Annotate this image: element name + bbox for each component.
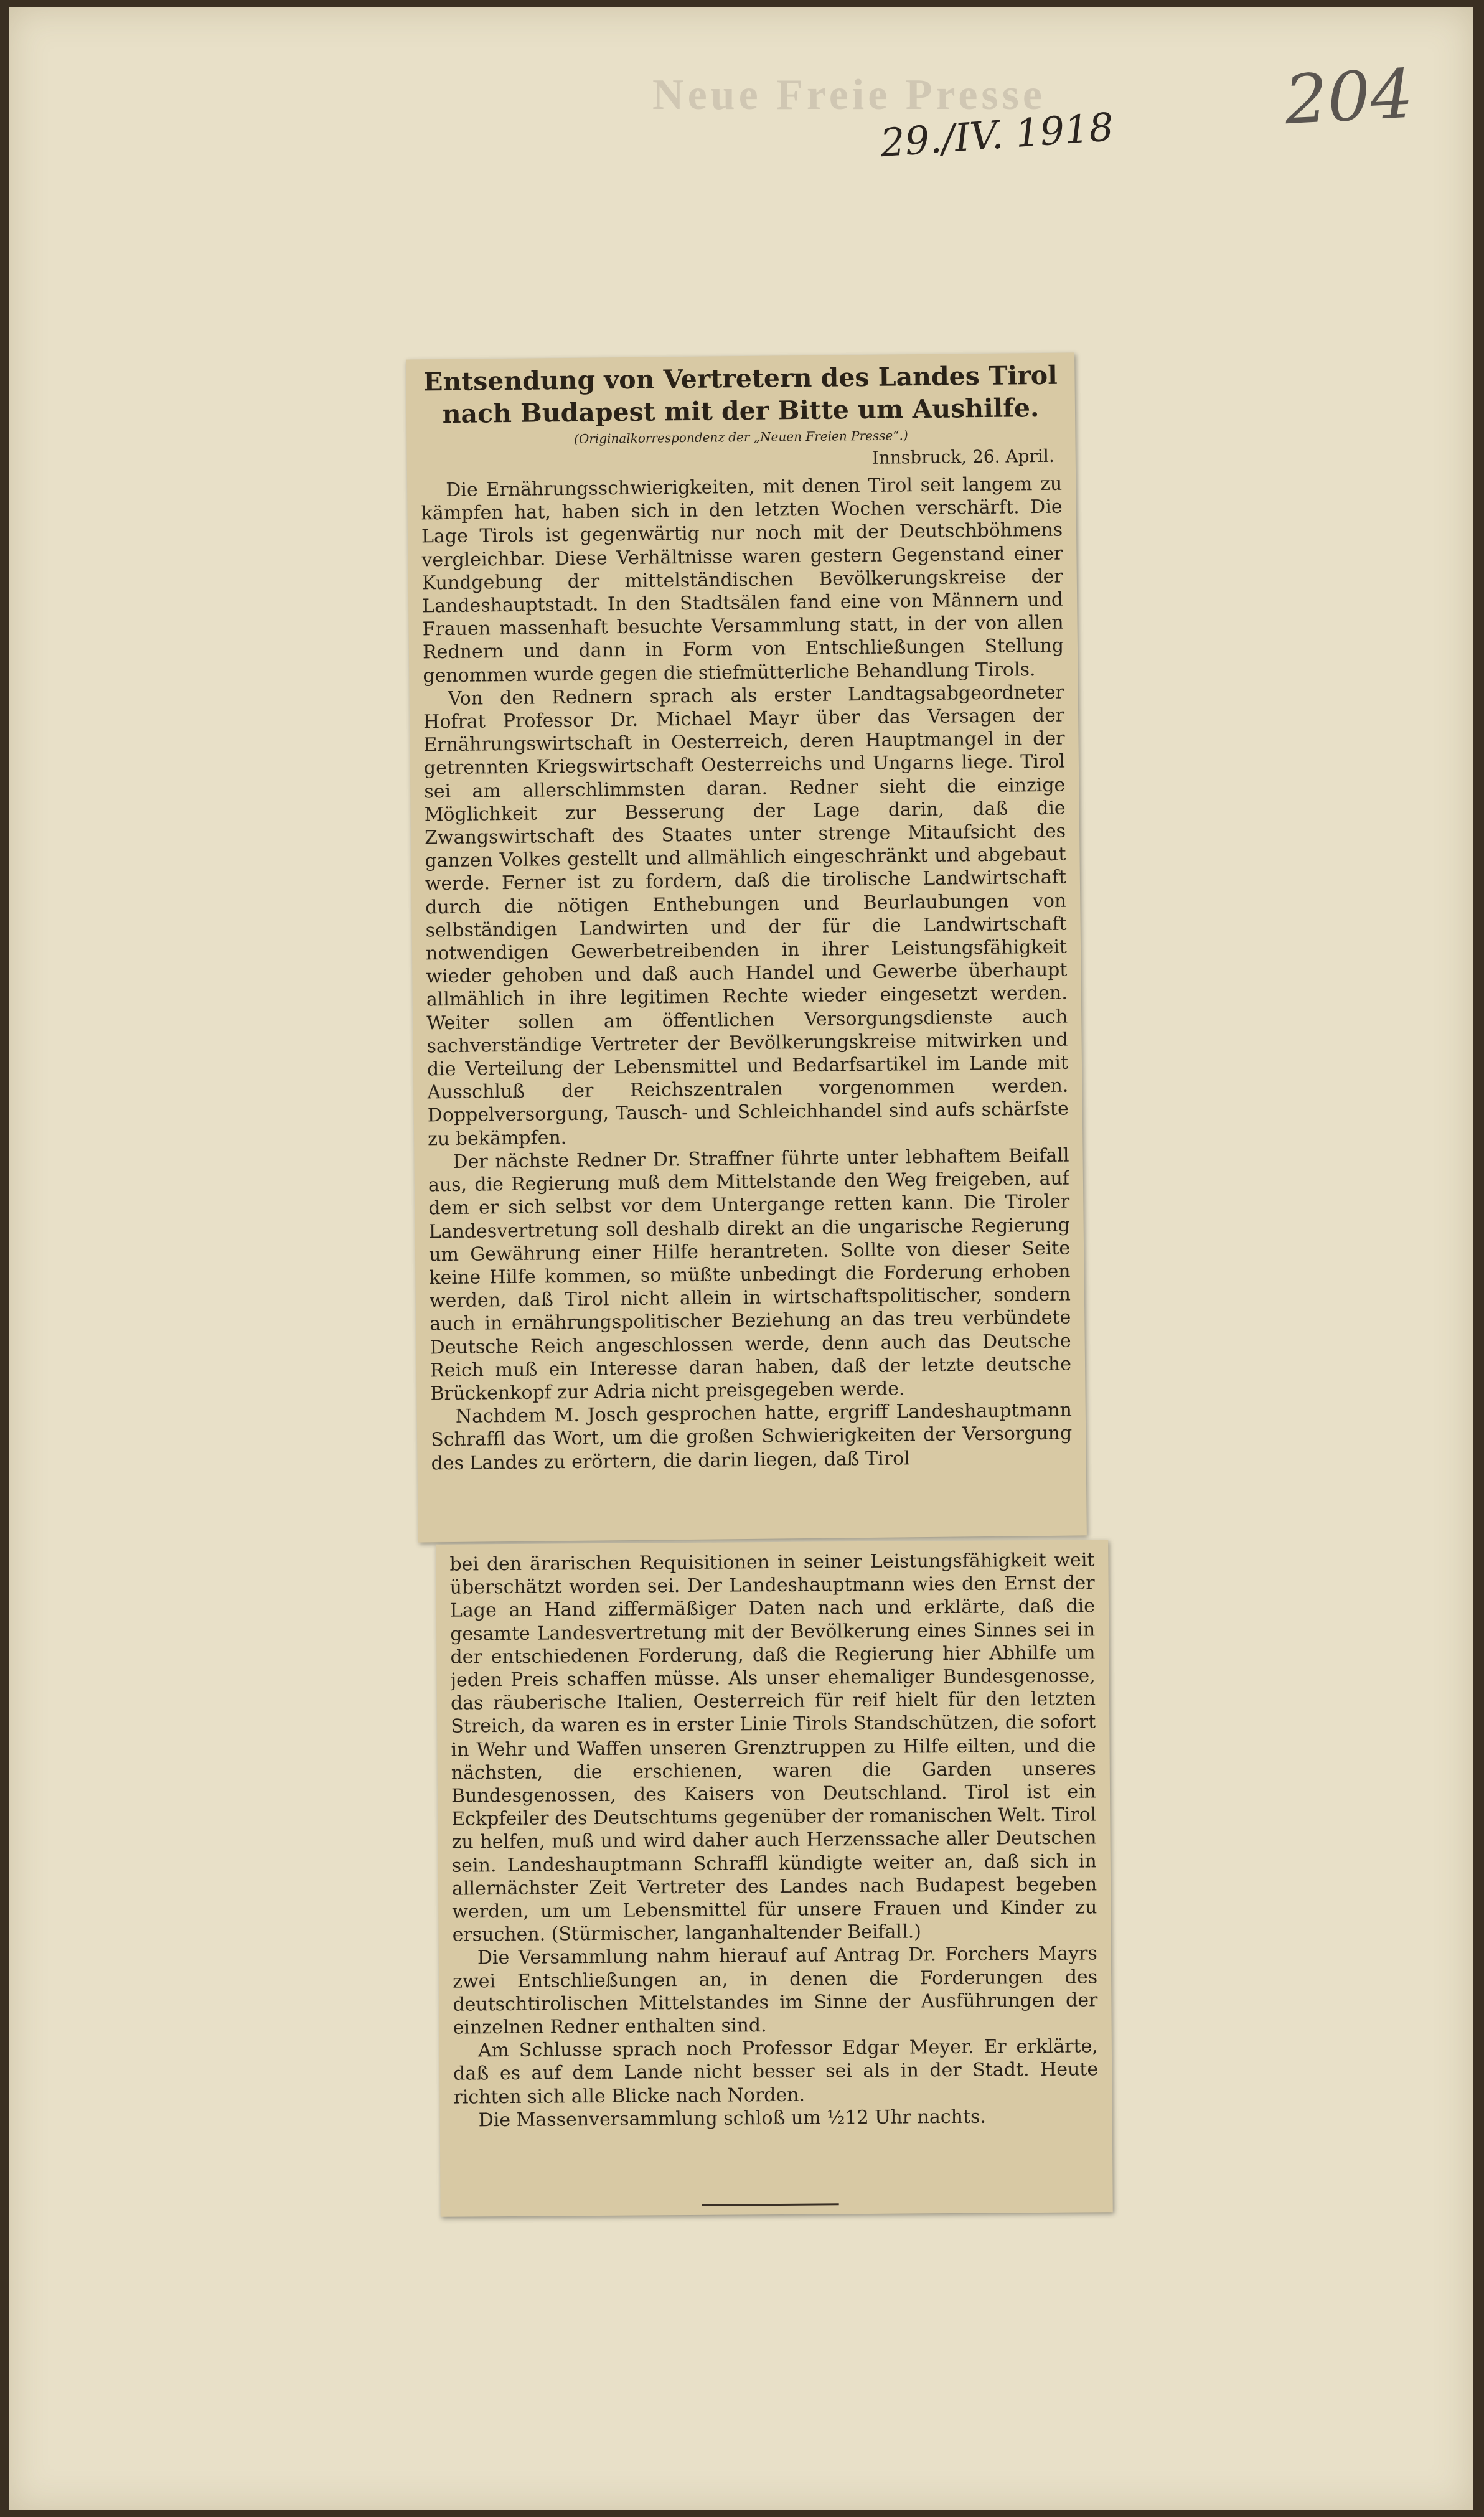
article-byline: (Originalkorrespondenz der „Neuen Freien Presse“.) — [573, 428, 908, 446]
article-paragraph: Die Versammlung nahm hierauf auf Antrag Dr. Forchers Mayrs zwei Entschließungen an, in denen die Forderungen des deutschtirolischen Mittelstandes im Sinne der Ausführungen der einzelnen Redner enthalten sind. — [453, 1942, 1098, 2039]
article-paragraph: Der nächste Redner Dr. Straffner führte unter lebhaftem Beifall aus, die Regierung muß dem Mittelstande den Weg freigeben, auf dem er sich selbst vor dem Untergange retten kann. Die Tiroler Landesvertretung soll deshalb direkt an die ungarische Regierung um Gewährung einer Hilfe herantreten. Sollte von dieser Seite keine Hilfe kommen, so müßte unbedingt die Forderung erhoben werden, daß Tirol nicht allein in wirtschaftspolitischer, sondern auch in ernährungspolitischer Beziehung an das treu verbündete Deutsche Reich angeschlossen werde, denn auch das Deutsche Reich muß ein Interesse daran haben, daß der letzte deutsche Brückenkopf zur Adria nicht preisgegeben werde. — [428, 1144, 1072, 1405]
end-rule — [702, 2203, 839, 2206]
article-dateline: Innsbruck, 26. April. — [871, 445, 1054, 468]
article-body-bottom — [449, 1548, 1099, 2200]
newspaper-stamp: Neue Freie Presse — [652, 71, 1046, 119]
article-paragraph: Die Massenversammlung schloß um ½12 Uhr nachts. — [478, 2105, 987, 2132]
handwritten-page-number: 204 — [1282, 55, 1416, 140]
article-paragraph: bei den ärarischen Requisitionen in seiner Leistungsfähigkeit weit überschätzt worden sei. Der Landeshauptmann wies den Ernst der Lage an Hand ziffermäßiger Daten nach und erklärte, daß die gesamte Landesvertretung mit der Bevölkerung eines Sinnes sei in der entschiedenen Forderung, daß die Regierung hier Abhilfe um jeden Preis schaffen müsse. Als unser ehemaliger Bundesgenosse, das räuberische Italien, Oesterreich für reif hielt für den letzten Streich, da waren es in erster Linie Tirols Standschützen, die sofort in Wehr und Waffen unseren Grenztruppen zu Hilfe eilten, und die nächsten, die erschienen, waren die Garden unseres Bundesgenossen, des Kaisers von Deutschland. Tirol ist ein Eckpfeiler des Deutschtums gegenüber der romanischen Welt. Tirol zu helfen, muß und wird daher auch Herzenssache aller Deutschen sein. Landeshauptmann Schraffl kündigte weiter an, daß sich in allernächster Zeit Vertreter des Landes nach Budapest begeben werden, um um Lebensmittel für unsere Frauen und Kinder zu ersuchen. (Stürmischer, langanhaltender Beifall.) — [449, 1549, 1097, 1946]
article-headline: Entsendung von Vertretern des Landes Tirol nach Budapest mit der Bitte um Aushilfe. — [423, 360, 1058, 430]
newspaper-clipping-bottom — [436, 1540, 1113, 2217]
article-body-top — [421, 473, 1073, 1538]
article-paragraph: Am Schlusse sprach noch Professor Edgar Meyer. Er erklärte, daß es auf dem Lande nicht besser sei als in der Stadt. Heute richten sich alle Blicke nach Norden. — [453, 2035, 1099, 2109]
article-paragraph: Die Ernährungsschwierigkeiten, mit denen Tirol seit langem zu kämpfen hat, haben sich in den letzten Wochen verschärft. Die Lage Tirols ist gegenwärtig nur noch mit der Deutschböhmens vergleichbar. Diese Verhältnisse waren gestern Gegenstand einer Kundgebung der mittelständischen Bevölkerungskreise der Landeshauptstadt. In den Stadtsälen fand eine von Männern und Frauen massenhaft besuchte Versammlung statt, in der von allen Rednern und dann in Form von Entschließungen Stellung genommen wurde gegen die stiefmütterliche Behandlung Tirols. — [421, 473, 1064, 687]
article-paragraph: Nachdem M. Josch gesprochen hatte, ergriff Landeshauptmann Schraffl das Wort, um die großen Schwierigkeiten der Versorgung des Landes zu erörtern, die darin liegen, daß Tirol — [431, 1399, 1073, 1474]
handwritten-date: 29./IV. 1918 — [878, 104, 1115, 166]
archive-sheet — [9, 7, 1473, 2510]
newspaper-clipping-top — [406, 352, 1087, 1542]
article-paragraph: Von den Rednern sprach als erster Landtagsabgeordneter Hofrat Professor Dr. Michael Mayr über das Versagen der Ernährungswirtschaft in Oesterreich, deren Hauptmangel in der getrennten Kriegswirtschaft Oesterreichs und Ungarns liege. Tirol sei am allerschlimmsten daran. Redner sieht die einzige Möglichkeit zur Besserung der Lage darin, daß die Zwangswirtschaft des Staates unter strenge Mitaufsicht des ganzen Volkes gestellt und allmählich eingeschränkt und abgebaut werde. Ferner ist zu fordern, daß die tirolische Landwirtschaft durch die nötigen Enthebungen und Beurlaubungen von selbständigen Landwirten und der für die Landwirtschaft notwendigen Gewerbetreibenden in ihrer Leistungsfähigkeit wieder gehoben und daß auch Handel und Gewerbe überhaupt allmählich in ihre legitimen Rechte wieder eingesetzt werden. Weiter sollen am öffentlichen Versorgungsdienste auch sachverständige Vertreter der Bevölkerungskreise mitwirken und die Verteilung der Lebensmittel und Bedarfsartikel im Lande mit Ausschluß der Reichszentralen vorgenommen werden. Doppelversorgung, Tausch- und Schleichhandel sind aufs schärfste zu bekämpfen. — [423, 681, 1069, 1150]
